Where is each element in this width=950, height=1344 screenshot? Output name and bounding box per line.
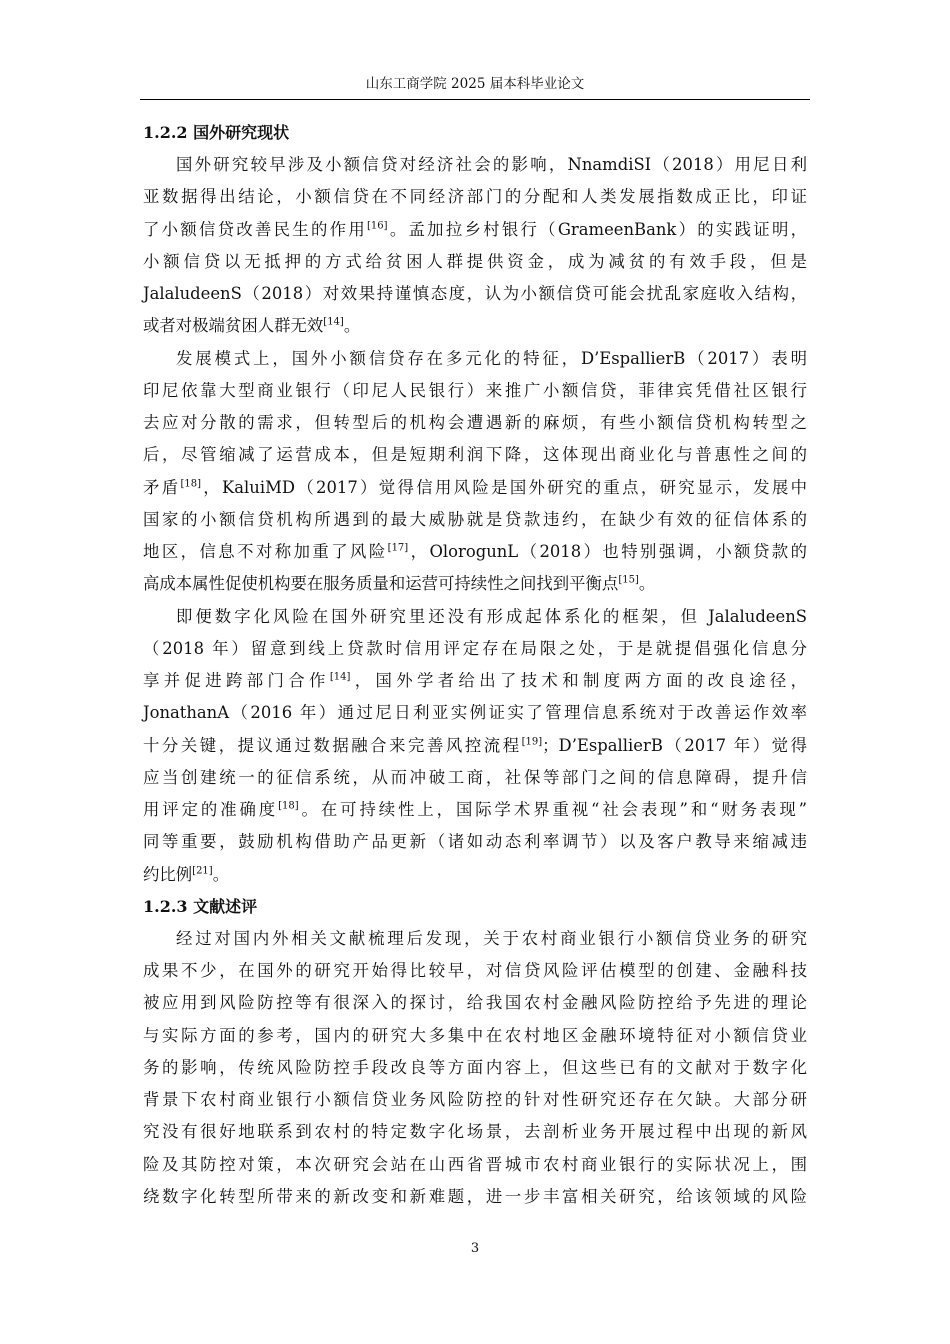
citation-ref: [21]: [192, 865, 213, 877]
header-rule: [140, 99, 810, 100]
line-text: JalaludeenS（2018）对效果持谨慎态度，认为小额信贷可能会扰乱家庭收入结构，: [143, 284, 807, 303]
text-line: [143, 504, 807, 536]
line-text: 发展模式上，国外小额信贷存在多元化的特征，D’EspallierB（2017）表明: [176, 348, 807, 368]
line-text: 用评定的准确度: [143, 800, 279, 819]
line-text: 。孟加拉乡村银行（GrameenBank）的实践证明，: [387, 219, 807, 239]
line-text: 务的影响，传统风险防控手段改良等方面内容上，但这些已有的文献对于数字化: [143, 1057, 807, 1077]
line-text: 国外研究较早涉及小额信贷对经济社会的影响，NnamdiSI（2018）用尼日利: [176, 155, 807, 174]
line-text: 。在可持续性上，国际学术界重视“社会表现”和“财务表现”: [298, 800, 807, 819]
line-text: 与实际方面的参考，国内的研究大多集中在农村地区金融环境特征对小额信贷业: [143, 1025, 807, 1045]
text-line: [143, 697, 807, 729]
line-text: ；D’EspallierB（2017 年）觉得: [542, 735, 807, 755]
text-line: [143, 730, 807, 762]
text-line: [143, 310, 807, 342]
line-text: 印尼依靠大型商业银行（印尼人民银行）来推广小额信贷，菲律宾凭借社区银行: [143, 380, 807, 400]
citation-ref: [18]: [180, 478, 201, 490]
line-text: 了小额信贷改善民生的作用: [143, 219, 368, 239]
text-line: [143, 1116, 807, 1148]
text-line: [143, 859, 807, 891]
line-text: 背景下农村商业银行小额信贷业务风险防控的针对性研究还存在欠缺。大部分研: [143, 1090, 807, 1109]
text-line: [143, 1181, 807, 1213]
line-text: 被应用到风险防控等有很深入的探讨，给我国农村金融风险防控给予先进的理论: [143, 993, 807, 1013]
text-line: [143, 665, 807, 697]
line-text: 经过对国内外相关文献梳理后发现，关于农村商业银行小额信贷业务的研究: [176, 928, 807, 948]
text-line: [143, 794, 807, 826]
line-text: 国家的小额信贷机构所遇到的最大威胁就是贷款违约，在缺少有效的征信体系的: [143, 509, 807, 529]
line-text: 十分关键，提议通过数据融合来完善风控流程: [143, 735, 522, 755]
citation-ref: [15]: [618, 574, 639, 586]
text-line: [143, 214, 807, 246]
line-text: 。: [212, 864, 230, 884]
text-line: [143, 601, 807, 633]
body-paragraph: [143, 923, 807, 1213]
line-text: 究没有很好地联系到农村的特定数字化场景，去剖析业务开展过程中出现的新风: [143, 1122, 807, 1142]
line-text: 成果不少，在国外的研究开始得比较早，对信贷风险评估模型的创建、金融科技: [143, 961, 807, 980]
line-text: 绕数字化转型所带来的新改变和新难题，进一步丰富相关研究，给该领域的风险: [143, 1186, 807, 1206]
line-text: 即便数字化风险在国外研究里还没有形成起体系化的框架，但 JalaludeenS: [176, 606, 807, 626]
line-text: 。: [638, 574, 656, 594]
text-line: [143, 762, 807, 794]
section-heading: 1.2.3 文献述评: [143, 896, 258, 916]
text-line: [143, 536, 807, 568]
text-line: [143, 955, 807, 987]
text-line: [143, 246, 807, 278]
line-text: 矛盾: [143, 477, 181, 497]
line-text: 后，尽管缩减了运营成本，但是短期利润下降，这体现出商业化与普惠性之间的: [143, 445, 807, 465]
text-line: [143, 826, 807, 858]
text-line: [143, 1149, 807, 1181]
text-line: [143, 568, 807, 600]
text-line: [143, 1052, 807, 1084]
line-text: 亚数据得出结论，小额信贷在不同经济部门的分配和人类发展指数成正比，印证: [143, 187, 807, 207]
text-line: [143, 407, 807, 439]
text-line: [143, 439, 807, 471]
body-paragraph: [143, 343, 807, 601]
text-line: [143, 1084, 807, 1116]
text-line: [143, 987, 807, 1019]
text-line: [143, 149, 807, 181]
line-text: ，国外学者给出了技术和制度两方面的改良途径，: [350, 671, 808, 690]
line-text: ，OlorogunL（2018）也特别强调，小额贷款的: [408, 542, 808, 561]
page-body: [143, 117, 807, 1213]
body-paragraph: [143, 149, 807, 343]
line-text: JonathanA（2016 年）通过尼日利亚实例证实了管理信息系统对于改善运作效率: [143, 703, 807, 723]
text-line: [143, 1020, 807, 1052]
text-line: [143, 923, 807, 955]
line-text: 小额信贷以无抵押的方式给贫困人群提供资金，成为减贫的有效手段，但是: [143, 251, 807, 271]
citation-ref: [18]: [278, 800, 299, 812]
line-text: 高成本属性促使机构要在服务质量和运营可持续性之间找到平衡点: [143, 574, 619, 594]
line-text: ，KaluiMD（2017）觉得信用风险是国外研究的重点，研究显示，发展中: [200, 477, 807, 497]
body-paragraph: [143, 601, 807, 891]
text-line: [143, 181, 807, 213]
citation-ref: [14]: [329, 671, 351, 683]
text-line: [143, 278, 807, 310]
line-text: 应当创建统一的征信系统，从而冲破工商，社保等部门之间的信息障碍，提升信: [143, 767, 807, 787]
section-heading: 1.2.2 国外研究现状: [143, 123, 290, 142]
text-line: [143, 633, 807, 665]
citation-ref: [16]: [367, 220, 388, 232]
line-text: （2018 年）留意到线上贷款时信用评定存在局限之处，于是就提倡强化信息分: [143, 638, 807, 658]
text-line: [143, 343, 807, 375]
line-text: 约比例: [143, 864, 193, 884]
line-text: 享并促进跨部门合作: [143, 671, 330, 690]
text-line: [143, 375, 807, 407]
line-text: 地区，信息不对称加重了风险: [143, 542, 388, 561]
line-text: 或者对极端贫困人群无效: [143, 316, 324, 336]
page-number: 3: [470, 1241, 480, 1256]
citation-ref: [14]: [323, 316, 344, 328]
line-text: 去应对分散的需求，但转型后的机构会遭遇新的麻烦，有些小额信贷机构转型之: [143, 413, 807, 432]
line-text: 险及其防控对策，本次研究会站在山西省晋城市农村商业银行的实际状况上，围: [143, 1154, 807, 1174]
line-text: 。: [343, 316, 361, 336]
text-line: [143, 472, 807, 504]
citation-ref: [17]: [387, 542, 409, 554]
citation-ref: [19]: [521, 736, 543, 748]
running-header: 山东工商学院 2025 届本科毕业论文: [365, 76, 585, 92]
line-text: 同等重要，鼓励机构借助产品更新（诸如动态利率调节）以及客户教导来缩减违: [143, 832, 807, 852]
